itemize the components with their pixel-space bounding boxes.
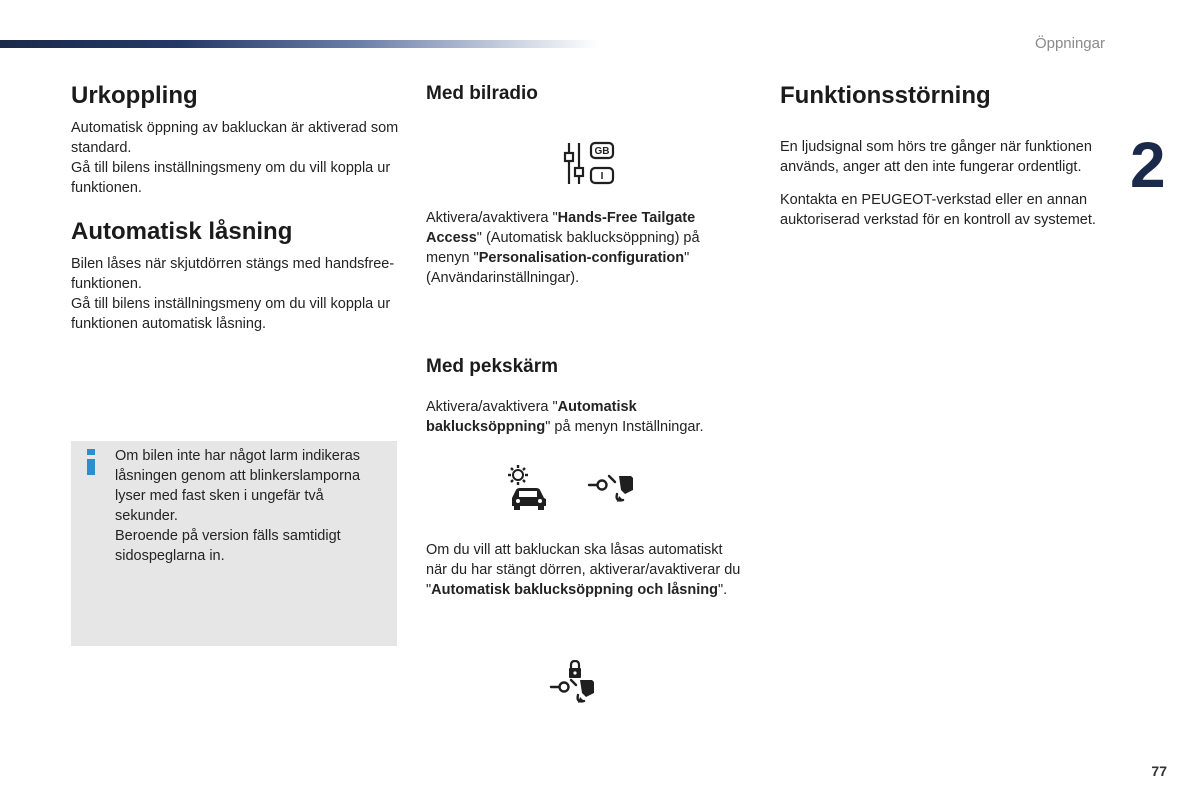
- column-middle-radio: [426, 83, 756, 105]
- info-icon: [87, 449, 95, 475]
- car-settings-icon: [506, 464, 550, 510]
- bilradio-bold-2: Personalisation-configuration: [478, 250, 685, 266]
- lock-text-1: Om du vill att bakluckan ska låsas automatiskt när du har stängt dörren, aktiverar/avaktiverar du ": [426, 542, 741, 598]
- foot-kick-tailgate-icon: [587, 472, 637, 504]
- lasning-paragraph-1: Bilen låses när skjutdörren stängs med handsfree-funktionen.: [71, 256, 395, 292]
- bilradio-text-2: " (Automatisk baklucksöppning) på menyn ": [426, 230, 700, 266]
- lock-bold-1: Automatisk baklucksöppning och låsning: [431, 582, 718, 598]
- lock-paragraph: [426, 540, 746, 600]
- radio-icon-i-label: I: [600, 171, 604, 182]
- section-label: Öppningar: [1034, 35, 1105, 52]
- pekskarm-instructions: [426, 397, 746, 437]
- column-left-lasning: [71, 218, 401, 334]
- bilradio-bold-1: Hands-Free Tailgate Access: [426, 210, 696, 246]
- bilradio-text-1: Aktivera/avaktivera ": [426, 210, 558, 226]
- bilradio-paragraph: [426, 208, 746, 288]
- info-paragraph-1: Om bilen inte har något larm indikeras låsningen genom att blinkerslamporna lyser med fast sken i ungefär två sekunder.: [115, 448, 361, 524]
- bilradio-text-3: " (Användarinställningar).: [426, 250, 690, 286]
- funktionsstorning-heading: Funktionsstörning: [780, 82, 991, 109]
- urkoppling-heading: Urkoppling: [71, 82, 198, 109]
- pekskarm-paragraph: [426, 397, 746, 437]
- pekskarm-bold-1: Automatisk baklucksöppning: [426, 399, 637, 435]
- page-number: 77: [1151, 763, 1167, 779]
- info-text: [115, 446, 385, 566]
- med-pekskarm-heading: Med pekskärm: [426, 356, 559, 377]
- column-left: [71, 82, 401, 198]
- foot-kick-tailgate-lock-icon: [549, 660, 599, 704]
- urkoppling-paragraph-1: Automatisk öppning av bakluckan är aktiverad som standard.: [71, 120, 399, 156]
- lock-instructions: [426, 540, 746, 600]
- funktionsstorning-paragraph-2: Kontakta en PEUGEOT-verkstad eller en annan auktoriserad verkstad för en kontroll av systemet.: [780, 192, 1096, 228]
- info-box: [71, 441, 397, 646]
- radio-settings-icon: [560, 140, 618, 188]
- lasning-paragraph-2: Gå till bilens inställningsmeny om du vill koppla ur funktionen automatisk låsning.: [71, 296, 391, 332]
- urkoppling-paragraph-2: Gå till bilens inställningsmeny om du vill koppla ur funktionen.: [71, 160, 391, 196]
- funktionsstorning-paragraph-1: En ljudsignal som hörs tre gånger när funktionen används, anger att den inte fungerar ordentligt.: [780, 139, 1092, 175]
- chapter-number: 2: [1130, 129, 1164, 201]
- column-right: [780, 82, 1110, 230]
- med-bilradio-heading: Med bilradio: [426, 83, 538, 104]
- info-paragraph-2: Beroende på version fälls samtidigt sidospeglarna in.: [115, 528, 341, 564]
- pekskarm-text-1: Aktivera/avaktivera ": [426, 399, 558, 415]
- pekskarm-text-2: " på menyn Inställningar.: [545, 419, 704, 435]
- automatisk-lasning-heading: Automatisk låsning: [71, 218, 293, 245]
- column-middle-touch: [426, 356, 756, 378]
- lock-text-2: ".: [717, 582, 728, 598]
- header-gradient-bar: [0, 40, 600, 48]
- bilradio-instructions: [426, 208, 746, 288]
- radio-icon-gb-label: GB: [594, 146, 610, 157]
